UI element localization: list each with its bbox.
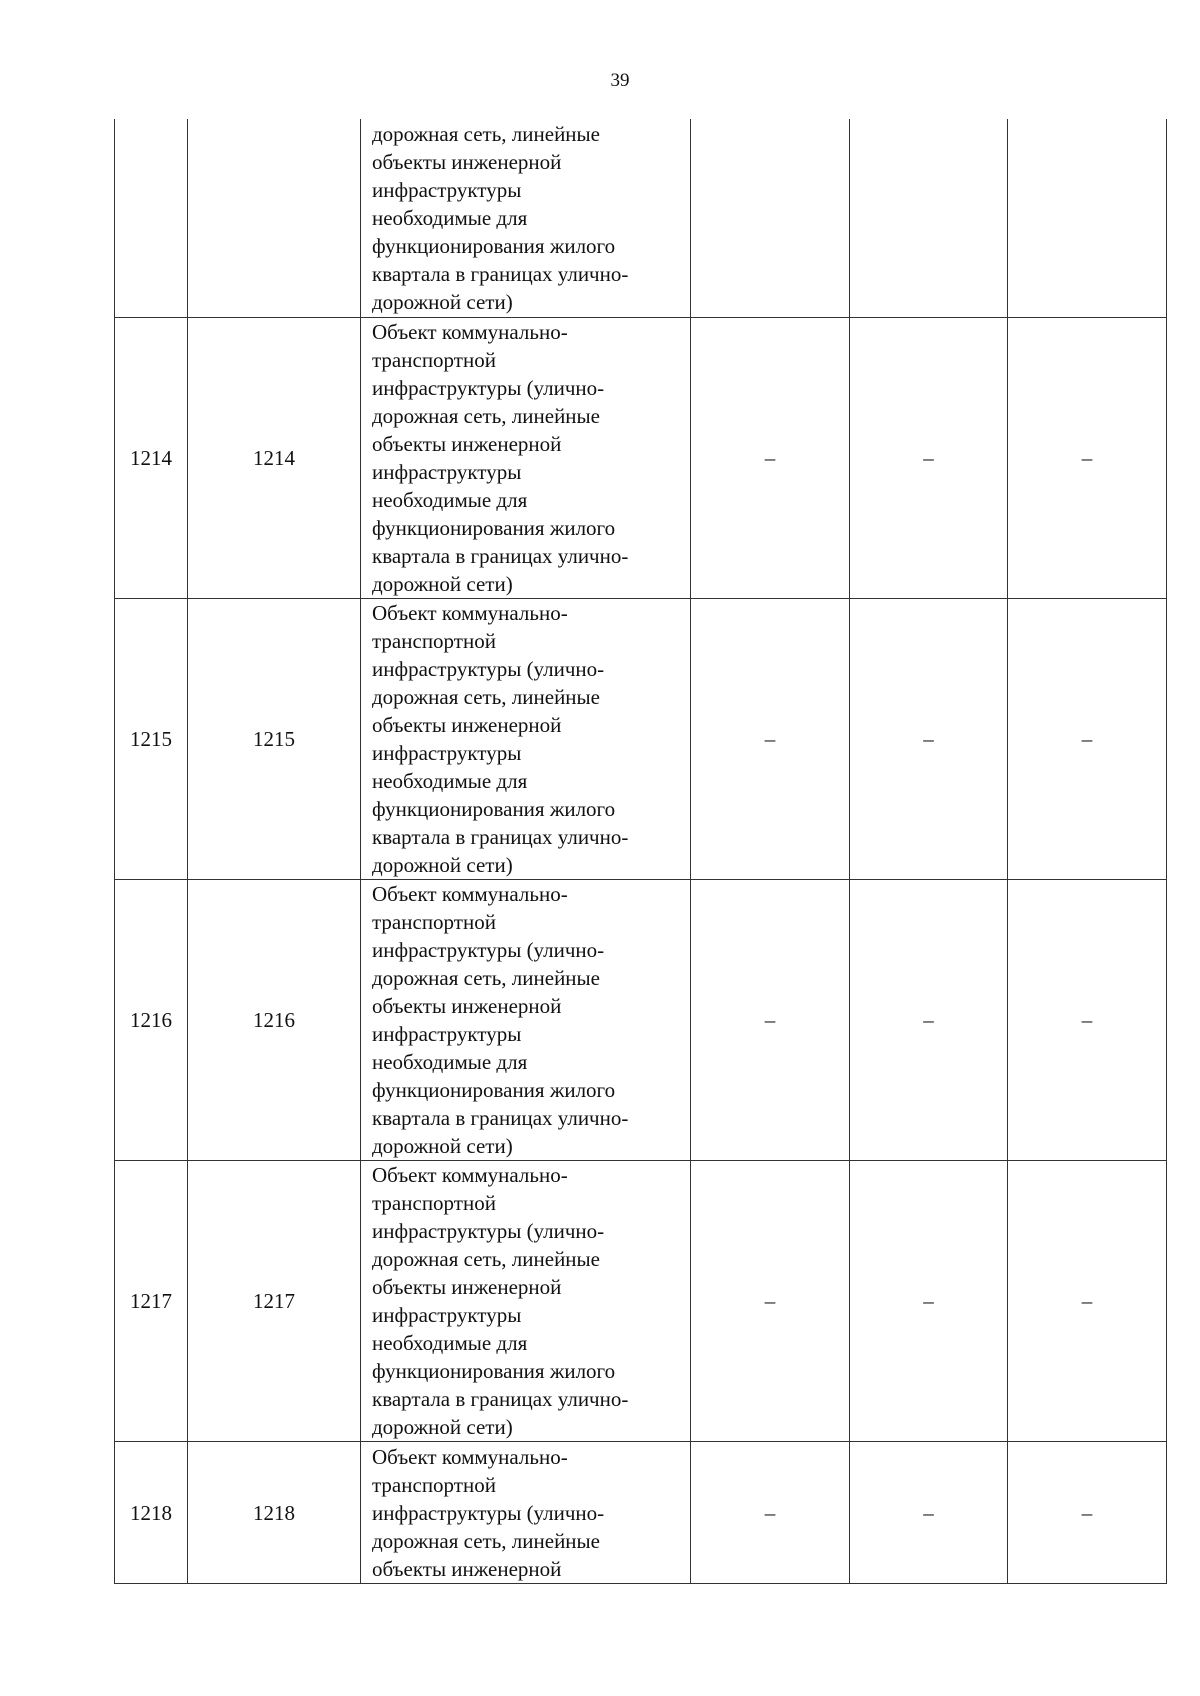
- table-row: [115, 119, 1167, 318]
- description-line: объекты инженерной: [372, 994, 562, 1018]
- description-line: дорожная сеть, линейные: [372, 966, 600, 990]
- value-cell-6: –: [1008, 318, 1167, 599]
- value-cell-4: –: [691, 880, 850, 1161]
- description-line: дорожная сеть, линейные: [372, 404, 600, 428]
- table-row: [115, 318, 1167, 599]
- description-line: дорожной сети): [372, 1134, 513, 1158]
- description-line: инфраструктуры: [372, 178, 522, 202]
- description-line: дорожной сети): [372, 572, 513, 596]
- value-cell-5: –: [850, 1161, 1008, 1442]
- object-number-cell: 1217: [188, 1161, 361, 1442]
- description-line: необходимые для: [372, 488, 528, 512]
- description-line: объекты инженерной: [372, 432, 562, 456]
- table-row: [115, 599, 1167, 880]
- description-line: инфраструктуры: [372, 1022, 522, 1046]
- page-number: 39: [610, 70, 630, 91]
- description-line: функционирования жилого: [372, 1359, 616, 1383]
- value-cell-4: –: [691, 1442, 850, 1584]
- table-body: [115, 119, 1167, 1584]
- value-cell-6: –: [1008, 1161, 1167, 1442]
- description-line: дорожная сеть, линейные: [372, 685, 600, 709]
- description-cell: [361, 1442, 691, 1584]
- description-cell: [361, 119, 691, 318]
- description-line: функционирования жилого: [372, 234, 616, 258]
- data-table: [114, 119, 1167, 1584]
- description-line: квартала в границах улично-: [372, 544, 629, 568]
- value-cell-4: –: [691, 318, 850, 599]
- description-line: объекты инженерной: [372, 713, 562, 737]
- description-line: необходимые для: [372, 206, 528, 230]
- row-number-cell: 1214: [115, 318, 188, 599]
- description-line: необходимые для: [372, 1050, 528, 1074]
- description-cell: [361, 880, 691, 1161]
- description-line: объекты инженерной: [372, 150, 562, 174]
- table-row: [115, 1442, 1167, 1584]
- description-line: инфраструктуры (улично-: [372, 1500, 605, 1525]
- description-line: транспортной: [372, 1472, 496, 1497]
- description-line: транспортной: [372, 629, 496, 653]
- value-cell-6: [1008, 119, 1167, 318]
- description-line: инфраструктуры: [372, 1303, 522, 1327]
- description-line: дорожная сеть, линейные: [372, 1247, 600, 1271]
- description-line: функционирования жилого: [372, 516, 616, 540]
- description-line: дорожной сети): [372, 290, 513, 314]
- description-line: Объект коммунально-: [372, 1444, 568, 1469]
- description-line: необходимые для: [372, 1331, 528, 1355]
- description-line: инфраструктуры: [372, 460, 522, 484]
- table-row: [115, 880, 1167, 1161]
- object-number-cell: 1214: [188, 318, 361, 599]
- description-line: Объект коммунально-: [372, 320, 568, 344]
- value-cell-6: –: [1008, 599, 1167, 880]
- description-line: Объект коммунально-: [372, 882, 568, 906]
- value-cell-5: [850, 119, 1008, 318]
- description-line: квартала в границах улично-: [372, 262, 629, 286]
- row-number-cell: 1217: [115, 1161, 188, 1442]
- description-line: дорожной сети): [372, 1415, 513, 1439]
- description-line: необходимые для: [372, 769, 528, 793]
- description-line: дорожная сеть, линейные: [372, 1528, 600, 1553]
- value-cell-5: –: [850, 880, 1008, 1161]
- description-line: квартала в границах улично-: [372, 825, 629, 849]
- table-row: [115, 1161, 1167, 1442]
- row-number-cell: [115, 119, 188, 318]
- object-number-cell: 1216: [188, 880, 361, 1161]
- value-cell-4: [691, 119, 850, 318]
- value-cell-6: –: [1008, 880, 1167, 1161]
- value-cell-4: –: [691, 599, 850, 880]
- description-line: функционирования жилого: [372, 797, 616, 821]
- value-cell-4: –: [691, 1161, 850, 1442]
- description-cell: [361, 599, 691, 880]
- object-number-cell: 1218: [188, 1442, 361, 1584]
- description-line: квартала в границах улично-: [372, 1387, 629, 1411]
- object-number-cell: [188, 119, 361, 318]
- value-cell-5: –: [850, 1442, 1008, 1584]
- description-line: транспортной: [372, 910, 496, 934]
- description-line: объекты инженерной: [372, 1275, 562, 1299]
- description-line: инфраструктуры (улично-: [372, 1219, 605, 1243]
- object-number-cell: 1215: [188, 599, 361, 880]
- description-cell: [361, 1161, 691, 1442]
- row-number-cell: 1218: [115, 1442, 188, 1584]
- description-line: квартала в границах улично-: [372, 1106, 629, 1130]
- description-line: функционирования жилого: [372, 1078, 616, 1102]
- description-line: Объект коммунально-: [372, 1163, 568, 1187]
- description-line: транспортной: [372, 348, 496, 372]
- value-cell-6: –: [1008, 1442, 1167, 1584]
- row-number-cell: 1215: [115, 599, 188, 880]
- description-line: инфраструктуры (улично-: [372, 657, 605, 681]
- description-line: инфраструктуры (улично-: [372, 938, 605, 962]
- value-cell-5: –: [850, 599, 1008, 880]
- description-line: транспортной: [372, 1191, 496, 1215]
- description-line: Объект коммунально-: [372, 601, 568, 625]
- row-number-cell: 1216: [115, 880, 188, 1161]
- value-cell-5: –: [850, 318, 1008, 599]
- description-line: дорожной сети): [372, 853, 513, 877]
- description-line: объекты инженерной: [372, 1556, 562, 1581]
- description-line: дорожная сеть, линейные: [372, 122, 600, 146]
- description-line: инфраструктуры: [372, 741, 522, 765]
- description-cell: [361, 318, 691, 599]
- description-line: инфраструктуры (улично-: [372, 376, 605, 400]
